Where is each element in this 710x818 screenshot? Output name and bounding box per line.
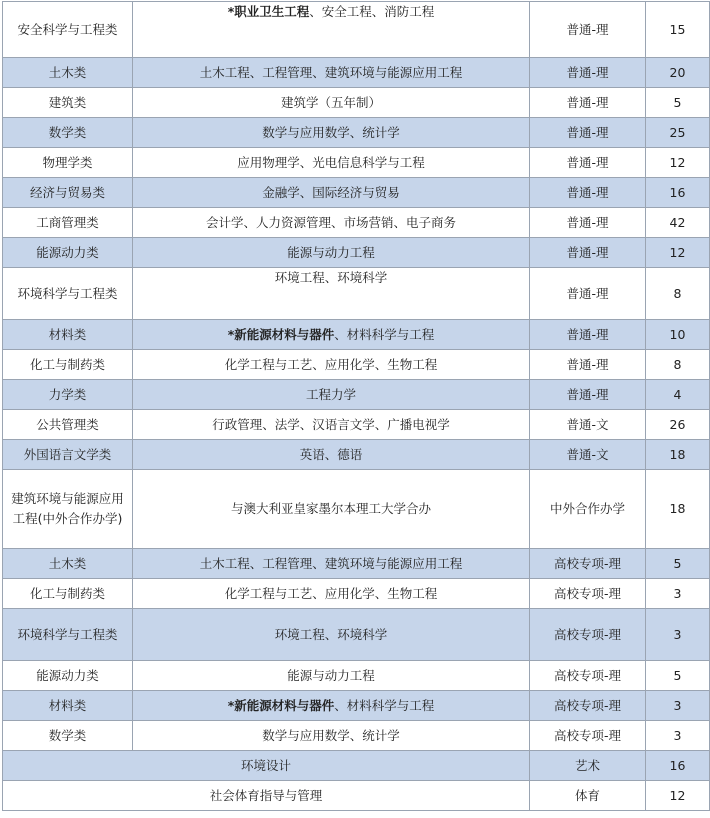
admission-type-cell: 高校专项-理 xyxy=(530,579,646,609)
quota-count-cell: 20 xyxy=(646,58,710,88)
category-cell: 土木类 xyxy=(3,549,133,579)
merged-major-cell: 环境设计 xyxy=(3,751,530,781)
majors-text: 工程力学 xyxy=(305,386,356,402)
majors-text: 、材料科学与工程 xyxy=(334,697,435,713)
table-row xyxy=(3,88,710,118)
majors-cell xyxy=(133,268,530,320)
category-cell: 数学类 xyxy=(3,721,133,751)
majors-cell xyxy=(133,88,530,118)
category-cell: 化工与制药类 xyxy=(3,579,133,609)
admission-type-cell: 高校专项-理 xyxy=(530,721,646,751)
quota-count-cell: 5 xyxy=(646,661,710,691)
table-row xyxy=(3,320,710,350)
majors-cell xyxy=(133,470,530,549)
majors-text: 数学与应用数学、统计学 xyxy=(262,124,400,140)
table-row xyxy=(3,781,710,811)
new-major-highlight: *新能源材料与器件 xyxy=(227,697,335,713)
table-row xyxy=(3,661,710,691)
table-row xyxy=(3,410,710,440)
table-row xyxy=(3,118,710,148)
admission-type-cell: 高校专项-理 xyxy=(530,661,646,691)
new-major-highlight: *职业卫生工程 xyxy=(227,4,310,19)
admission-type-cell: 普通-理 xyxy=(530,380,646,410)
table-row xyxy=(3,148,710,178)
majors-text: 金融学、国际经济与贸易 xyxy=(262,184,400,200)
admission-type-cell: 高校专项-理 xyxy=(530,609,646,661)
category-cell: 外国语言文学类 xyxy=(3,440,133,470)
table-row xyxy=(3,609,710,661)
admission-type-cell: 普通-理 xyxy=(530,58,646,88)
majors-text: 化学工程与工艺、应用化学、生物工程 xyxy=(224,585,438,601)
majors-text: 、材料科学与工程 xyxy=(334,326,435,342)
majors-text: 土木工程、工程管理、建筑环境与能源应用工程 xyxy=(199,555,463,571)
category-cell: 材料类 xyxy=(3,320,133,350)
majors-text: 环境工程、环境科学 xyxy=(274,626,388,642)
quota-count-cell: 16 xyxy=(646,751,710,781)
category-cell: 环境科学与工程类 xyxy=(3,609,133,661)
quota-count-cell: 12 xyxy=(646,781,710,811)
category-cell: 物理学类 xyxy=(3,148,133,178)
table-row xyxy=(3,549,710,579)
admission-type-cell: 普通-文 xyxy=(530,410,646,440)
quota-count-cell: 26 xyxy=(646,410,710,440)
majors-cell xyxy=(133,208,530,238)
majors-text: 能源与动力工程 xyxy=(287,667,375,683)
majors-text: 数学与应用数学、统计学 xyxy=(262,727,400,743)
category-cell: 工商管理类 xyxy=(3,208,133,238)
quota-count-cell: 12 xyxy=(646,148,710,178)
category-cell: 力学类 xyxy=(3,380,133,410)
merged-major-cell: 社会体育指导与管理 xyxy=(3,781,530,811)
majors-cell xyxy=(133,238,530,268)
table-row xyxy=(3,751,710,781)
table-row xyxy=(3,2,710,58)
category-cell: 土木类 xyxy=(3,58,133,88)
table-row xyxy=(3,440,710,470)
majors-cell xyxy=(133,440,530,470)
quota-count-cell: 5 xyxy=(646,88,710,118)
table-row xyxy=(3,58,710,88)
majors-cell xyxy=(133,118,530,148)
table-row xyxy=(3,350,710,380)
majors-cell xyxy=(133,148,530,178)
table-row xyxy=(3,470,710,549)
table-row xyxy=(3,380,710,410)
admission-type-cell: 普通-理 xyxy=(530,320,646,350)
majors-text: 英语、德语 xyxy=(299,446,363,462)
admission-type-cell: 普通-理 xyxy=(530,88,646,118)
table-row xyxy=(3,268,710,320)
table-row xyxy=(3,178,710,208)
majors-text: 建筑学（五年制） xyxy=(280,94,381,110)
quota-count-cell: 3 xyxy=(646,609,710,661)
majors-cell xyxy=(133,691,530,721)
category-cell: 公共管理类 xyxy=(3,410,133,440)
majors-cell xyxy=(133,549,530,579)
new-major-highlight: *新能源材料与器件 xyxy=(227,326,335,342)
table-row xyxy=(3,208,710,238)
category-cell: 材料类 xyxy=(3,691,133,721)
table-row xyxy=(3,721,710,751)
category-cell: 建筑类 xyxy=(3,88,133,118)
admission-type-cell: 普通-理 xyxy=(530,350,646,380)
table-row xyxy=(3,691,710,721)
enrollment-table-body xyxy=(3,2,710,811)
table-row xyxy=(3,579,710,609)
admission-type-cell: 普通-文 xyxy=(530,440,646,470)
category-cell: 安全科学与工程类 xyxy=(3,2,133,58)
admission-type-cell: 艺术 xyxy=(530,751,646,781)
admission-type-cell: 高校专项-理 xyxy=(530,691,646,721)
majors-text: 行政管理、法学、汉语言文学、广播电视学 xyxy=(212,416,450,432)
majors-cell xyxy=(133,579,530,609)
majors-cell xyxy=(133,178,530,208)
enrollment-table xyxy=(2,1,710,811)
quota-count-cell: 3 xyxy=(646,579,710,609)
majors-text: 化学工程与工艺、应用化学、生物工程 xyxy=(224,356,438,372)
majors-cell xyxy=(133,58,530,88)
category-cell: 数学类 xyxy=(3,118,133,148)
admission-type-cell: 普通-理 xyxy=(530,268,646,320)
category-cell: 经济与贸易类 xyxy=(3,178,133,208)
majors-cell xyxy=(133,320,530,350)
admission-type-cell: 普通-理 xyxy=(530,238,646,268)
majors-text: 土木工程、工程管理、建筑环境与能源应用工程 xyxy=(199,64,463,80)
majors-cell xyxy=(133,609,530,661)
quota-count-cell: 25 xyxy=(646,118,710,148)
admission-type-cell: 体育 xyxy=(530,781,646,811)
quota-count-cell: 3 xyxy=(646,691,710,721)
admission-type-cell: 普通-理 xyxy=(530,2,646,58)
quota-count-cell: 18 xyxy=(646,470,710,549)
majors-cell xyxy=(133,721,530,751)
majors-text: 与澳大利亚皇家墨尔本理工大学合办 xyxy=(230,501,431,516)
admission-type-cell: 普通-理 xyxy=(530,178,646,208)
category-cell: 能源动力类 xyxy=(3,238,133,268)
category-cell: 环境科学与工程类 xyxy=(3,268,133,320)
quota-count-cell: 15 xyxy=(646,2,710,58)
majors-cell xyxy=(133,661,530,691)
majors-text: 环境工程、环境科学 xyxy=(274,270,388,285)
table-row xyxy=(3,238,710,268)
majors-cell xyxy=(133,410,530,440)
majors-text: 应用物理学、光电信息科学与工程 xyxy=(237,154,425,170)
majors-text: 能源与动力工程 xyxy=(287,244,375,260)
category-cell: 化工与制药类 xyxy=(3,350,133,380)
quota-count-cell: 12 xyxy=(646,238,710,268)
quota-count-cell: 5 xyxy=(646,549,710,579)
majors-text: 会计学、人力资源管理、市场营销、电子商务 xyxy=(205,214,456,230)
category-cell: 能源动力类 xyxy=(3,661,133,691)
quota-count-cell: 10 xyxy=(646,320,710,350)
admission-type-cell: 高校专项-理 xyxy=(530,549,646,579)
quota-count-cell: 18 xyxy=(646,440,710,470)
category-cell: 建筑环境与能源应用工程(中外合作办学) xyxy=(3,470,133,549)
quota-count-cell: 3 xyxy=(646,721,710,751)
admission-type-cell: 普通-理 xyxy=(530,208,646,238)
admission-type-cell: 中外合作办学 xyxy=(530,470,646,549)
admission-type-cell: 普通-理 xyxy=(530,148,646,178)
admission-type-cell: 普通-理 xyxy=(530,118,646,148)
quota-count-cell: 42 xyxy=(646,208,710,238)
quota-count-cell: 8 xyxy=(646,350,710,380)
quota-count-cell: 16 xyxy=(646,178,710,208)
quota-count-cell: 8 xyxy=(646,268,710,320)
majors-cell xyxy=(133,2,530,58)
majors-cell xyxy=(133,380,530,410)
quota-count-cell: 4 xyxy=(646,380,710,410)
majors-cell xyxy=(133,350,530,380)
majors-text: 、安全工程、消防工程 xyxy=(309,4,435,19)
